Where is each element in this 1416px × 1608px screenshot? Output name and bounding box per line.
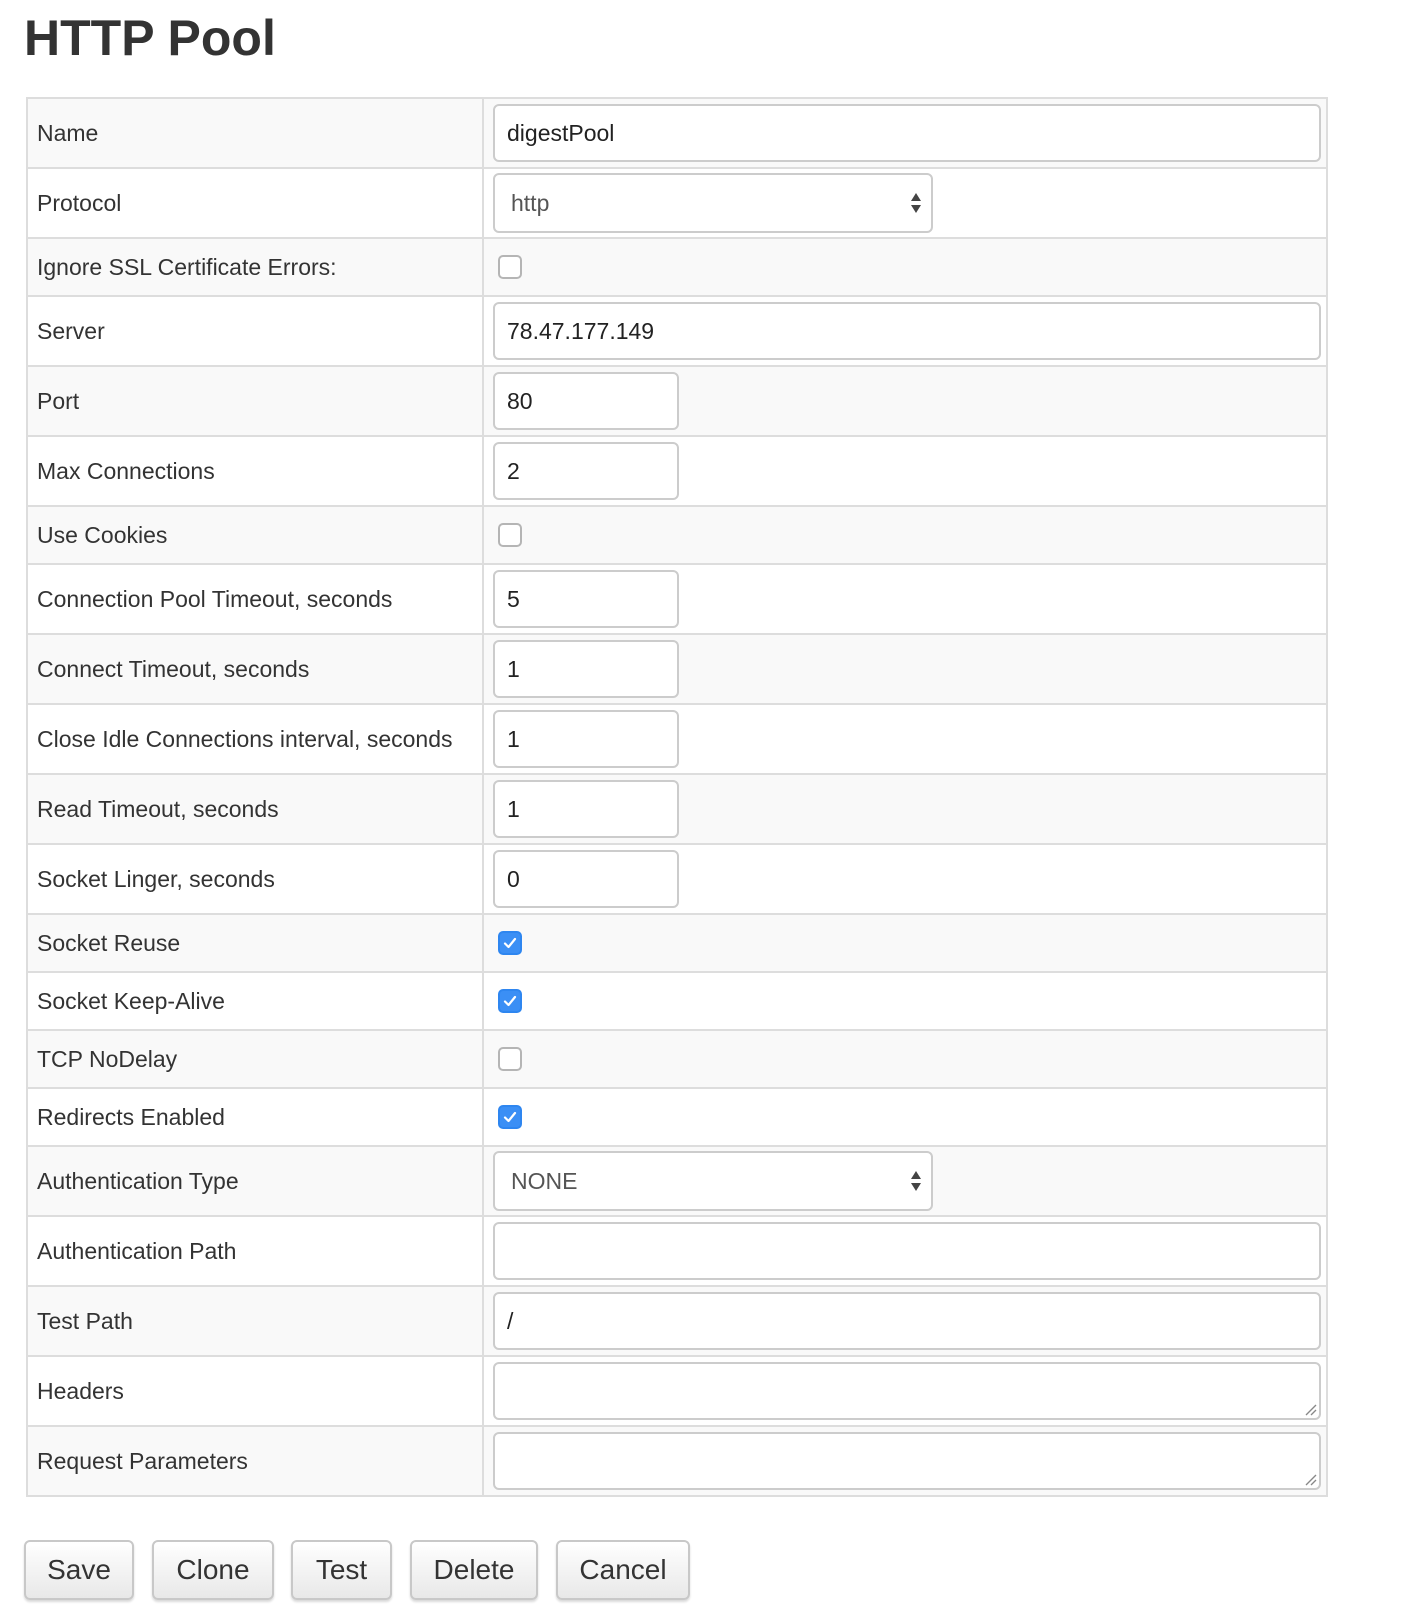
request-params-label: Request Parameters: [27, 1426, 483, 1496]
save-button[interactable]: Save: [24, 1540, 134, 1600]
tcp-nodelay-checkbox[interactable]: [498, 1047, 522, 1071]
row-server: [27, 296, 1327, 366]
cancel-button[interactable]: Cancel: [556, 1540, 690, 1600]
row-port: [27, 366, 1327, 436]
close-idle-input[interactable]: [493, 710, 679, 768]
row-use-cookies: [27, 506, 1327, 564]
pool-timeout-label: Connection Pool Timeout, seconds: [27, 564, 483, 634]
pool-timeout-input[interactable]: [493, 570, 679, 628]
ignore-ssl-checkbox[interactable]: [498, 255, 522, 279]
name-label: Name: [27, 98, 483, 168]
row-pool-timeout: [27, 564, 1327, 634]
max-connections-label: Max Connections: [27, 436, 483, 506]
page-title: HTTP Pool: [24, 10, 276, 66]
use-cookies-label: Use Cookies: [27, 506, 483, 564]
headers-label: Headers: [27, 1356, 483, 1426]
auth-path-label: Authentication Path: [27, 1216, 483, 1286]
row-auth-type: [27, 1146, 1327, 1216]
row-request-params: [27, 1426, 1327, 1496]
socket-keepalive-checkbox[interactable]: [498, 989, 522, 1013]
row-tcp-nodelay: [27, 1030, 1327, 1088]
socket-linger-input[interactable]: [493, 850, 679, 908]
row-name: [27, 98, 1327, 168]
checkmark-icon: [502, 993, 518, 1009]
server-label: Server: [27, 296, 483, 366]
use-cookies-checkbox[interactable]: [498, 523, 522, 547]
max-connections-input[interactable]: [493, 442, 679, 500]
connect-timeout-label: Connect Timeout, seconds: [27, 634, 483, 704]
row-socket-linger: [27, 844, 1327, 914]
protocol-select-value: http: [511, 190, 550, 216]
socket-linger-label: Socket Linger, seconds: [27, 844, 483, 914]
protocol-select[interactable]: [493, 173, 933, 233]
delete-button[interactable]: Delete: [410, 1540, 538, 1600]
headers-textarea[interactable]: [493, 1362, 1321, 1420]
port-input[interactable]: [493, 372, 679, 430]
row-headers: [27, 1356, 1327, 1426]
port-label: Port: [27, 366, 483, 436]
row-auth-path: [27, 1216, 1327, 1286]
tcp-nodelay-label: TCP NoDelay: [27, 1030, 483, 1088]
row-close-idle: [27, 704, 1327, 774]
socket-reuse-label: Socket Reuse: [27, 914, 483, 972]
up-down-arrows-icon: [909, 1167, 923, 1195]
row-redirects: [27, 1088, 1327, 1146]
row-max-connections: [27, 436, 1327, 506]
auth-type-select-value: NONE: [511, 1168, 578, 1194]
row-connect-timeout: [27, 634, 1327, 704]
redirects-label: Redirects Enabled: [27, 1088, 483, 1146]
up-down-arrows-icon: [909, 189, 923, 217]
request-params-textarea[interactable]: [493, 1432, 1321, 1490]
row-socket-reuse: [27, 914, 1327, 972]
row-test-path: [27, 1286, 1327, 1356]
socket-reuse-checkbox[interactable]: [498, 931, 522, 955]
checkmark-icon: [502, 1109, 518, 1125]
http-pool-form: [26, 97, 1328, 1497]
connect-timeout-input[interactable]: [493, 640, 679, 698]
row-protocol: [27, 168, 1327, 238]
ignore-ssl-label: Ignore SSL Certificate Errors:: [27, 238, 483, 296]
test-path-label: Test Path: [27, 1286, 483, 1356]
read-timeout-input[interactable]: [493, 780, 679, 838]
clone-button[interactable]: Clone: [152, 1540, 274, 1600]
auth-type-select[interactable]: [493, 1151, 933, 1211]
read-timeout-label: Read Timeout, seconds: [27, 774, 483, 844]
row-ignore-ssl: [27, 238, 1327, 296]
close-idle-label: Close Idle Connections interval, seconds: [27, 704, 483, 774]
resize-handle-icon[interactable]: [1303, 1402, 1317, 1416]
auth-type-label: Authentication Type: [27, 1146, 483, 1216]
protocol-label: Protocol: [27, 168, 483, 238]
redirects-checkbox[interactable]: [498, 1105, 522, 1129]
test-path-input[interactable]: [493, 1292, 1321, 1350]
name-input[interactable]: [493, 104, 1321, 162]
test-button[interactable]: Test: [291, 1540, 392, 1600]
row-socket-keepalive: [27, 972, 1327, 1030]
checkmark-icon: [502, 935, 518, 951]
resize-handle-icon[interactable]: [1303, 1472, 1317, 1486]
row-read-timeout: [27, 774, 1327, 844]
server-input[interactable]: [493, 302, 1321, 360]
socket-keepalive-label: Socket Keep-Alive: [27, 972, 483, 1030]
auth-path-input[interactable]: [493, 1222, 1321, 1280]
